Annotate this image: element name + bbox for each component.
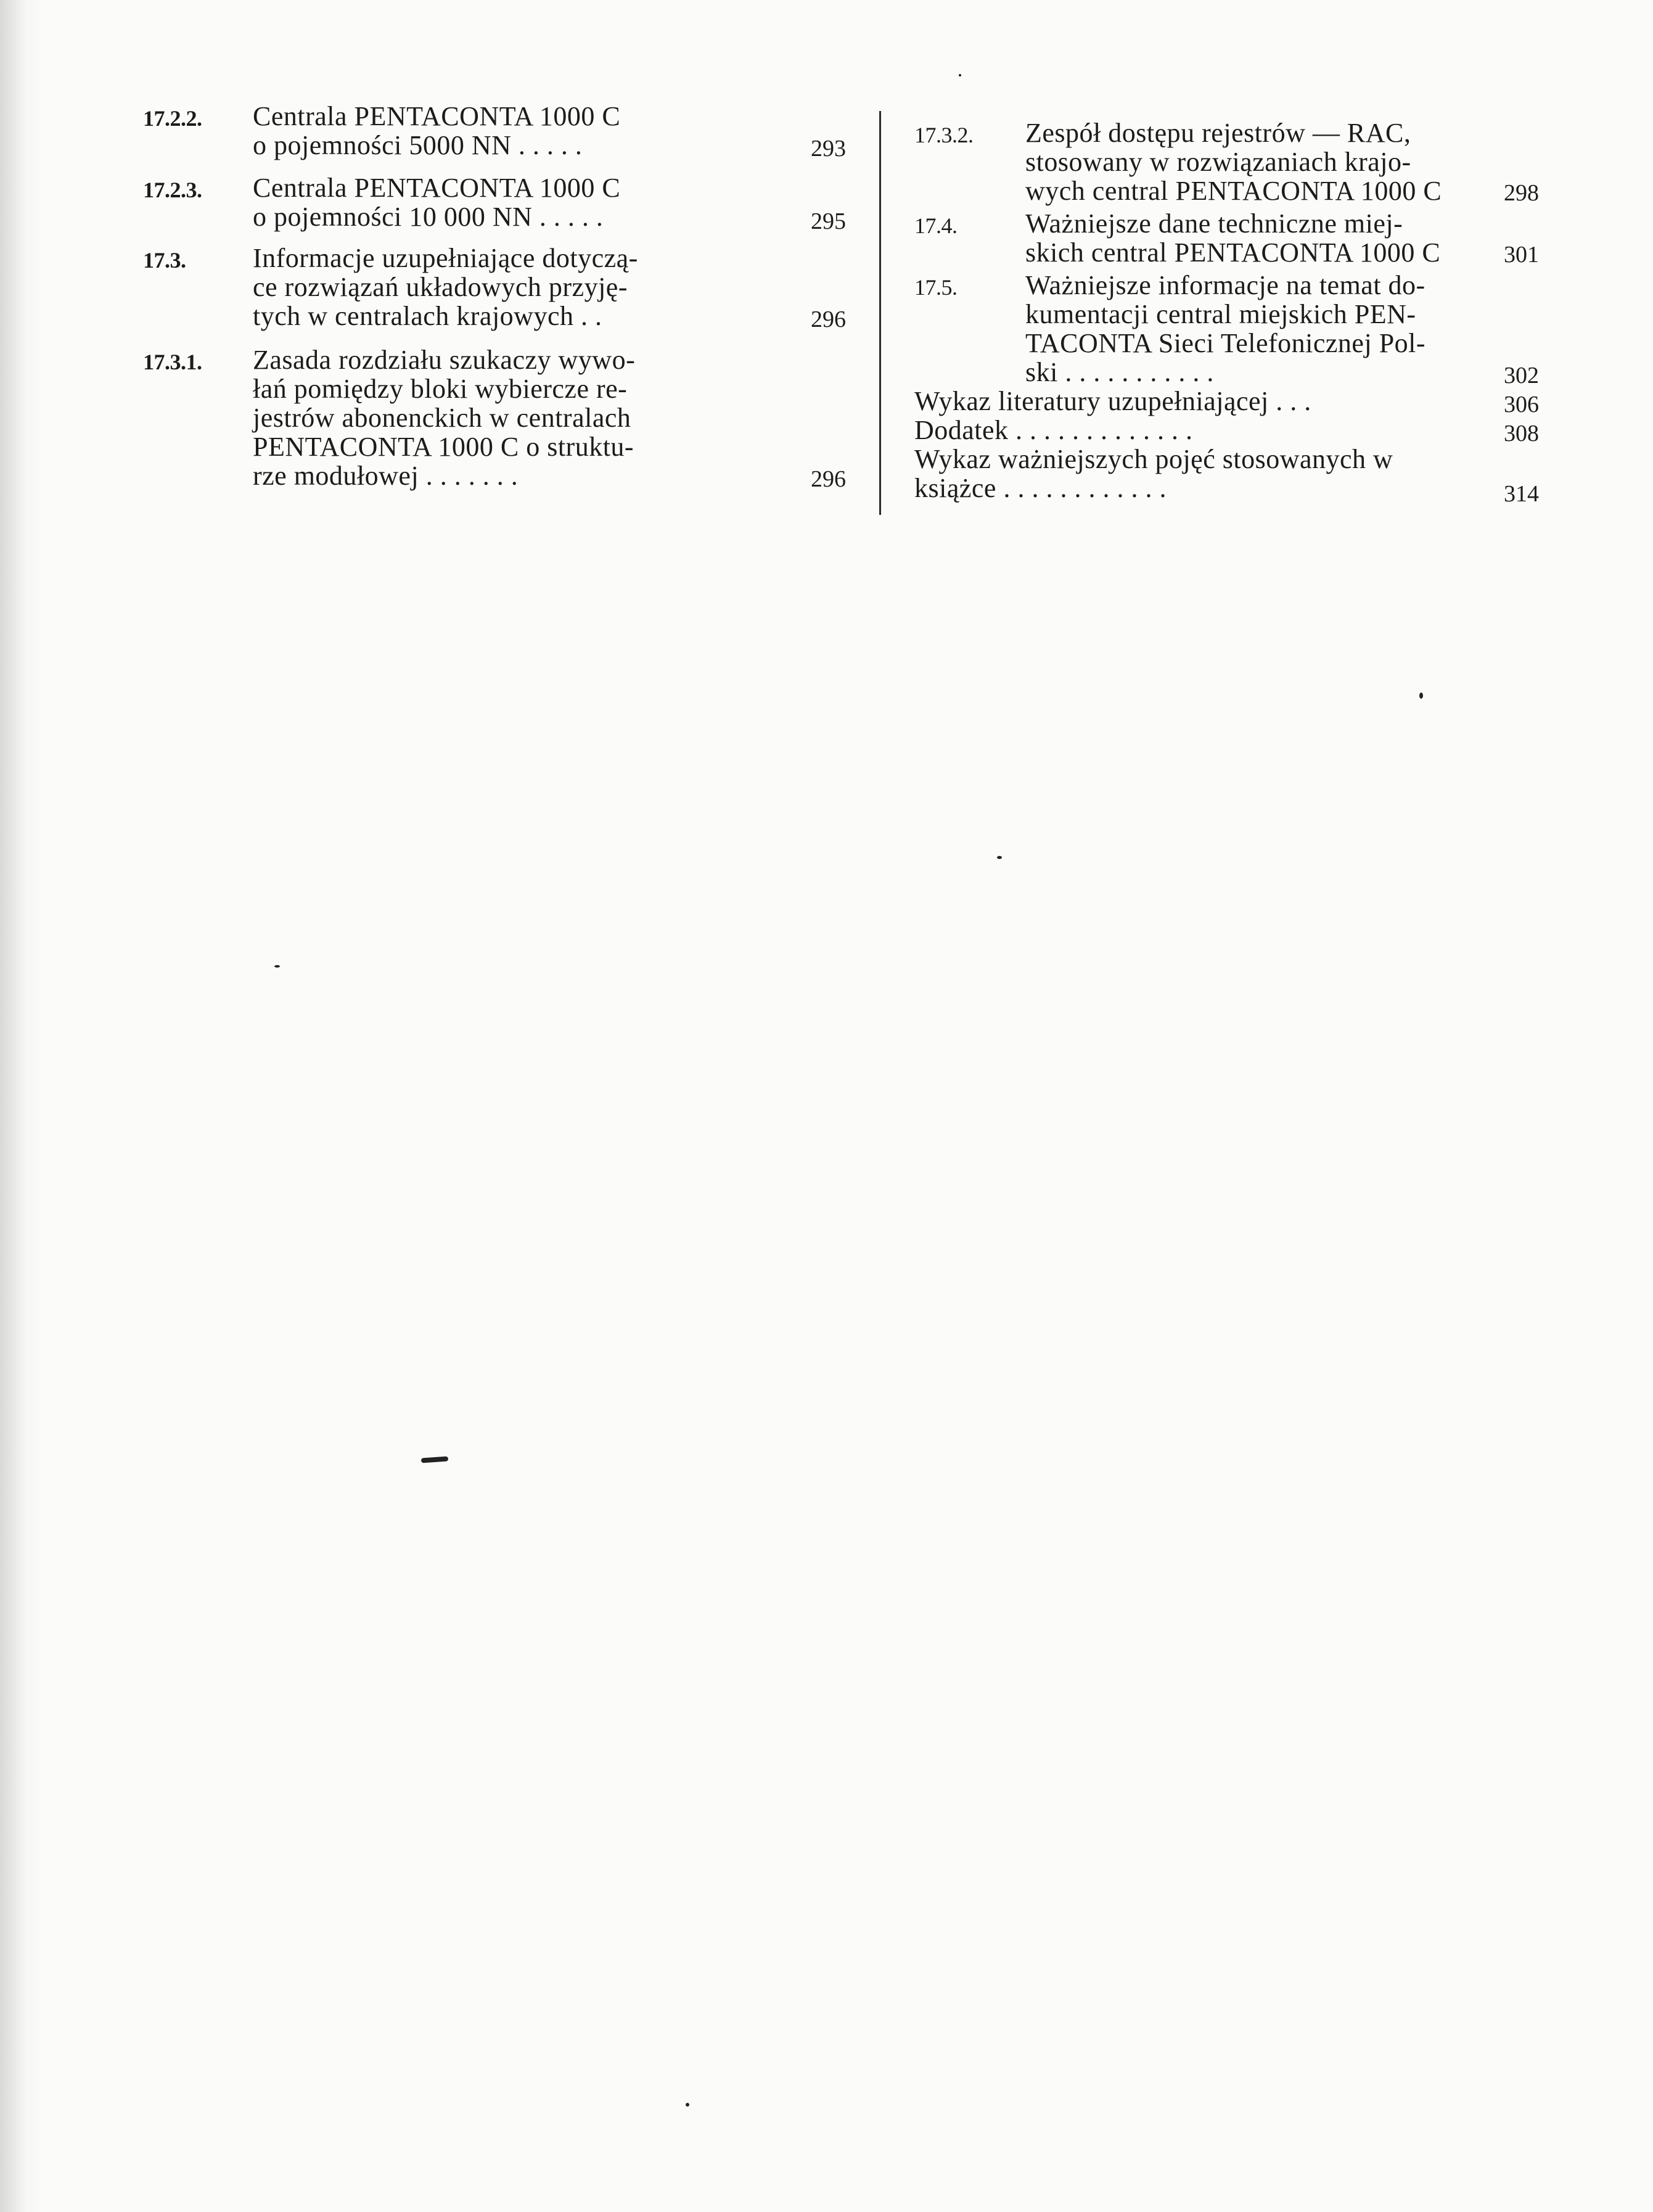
title-line: Centrala PENTACONTA 1000 C bbox=[253, 101, 621, 131]
page-number: 295 bbox=[811, 208, 846, 234]
title-line: Centrala PENTACONTA 1000 C bbox=[253, 173, 621, 203]
toc-entry bbox=[143, 173, 846, 234]
title-line: Wykaz literatury uzupełniającej . . . bbox=[914, 386, 1311, 416]
section-title bbox=[1025, 209, 1479, 267]
section-number: 17.3.2. bbox=[914, 123, 974, 147]
section-number: 17.3. bbox=[143, 248, 186, 273]
title-line: Wykaz ważniejszych pojęć stosowanych w bbox=[914, 444, 1393, 474]
toc-left-column bbox=[143, 102, 846, 499]
page-number: 306 bbox=[1504, 392, 1539, 417]
title-line: skich central PENTACONTA 1000 C bbox=[1025, 237, 1441, 268]
page-number: 308 bbox=[1504, 421, 1539, 446]
scan-speck bbox=[274, 965, 280, 968]
page-number: 296 bbox=[811, 466, 846, 492]
section-title bbox=[253, 345, 729, 490]
title-line: stosowany w rozwiązaniach krajo- bbox=[1025, 147, 1411, 177]
scan-speck bbox=[1419, 693, 1423, 699]
title-line: łań pomiędzy bloki wybiercze re- bbox=[253, 374, 628, 404]
section-number: 17.3.1. bbox=[143, 350, 202, 374]
scan-edge-shadow bbox=[0, 0, 43, 2212]
title-line: tych w centralach krajowych . . bbox=[253, 301, 602, 331]
section-title bbox=[1025, 271, 1479, 387]
page-number: 314 bbox=[1504, 481, 1539, 507]
toc-entry bbox=[914, 118, 1539, 205]
column-divider bbox=[879, 111, 881, 515]
scan-speck bbox=[959, 74, 961, 76]
scan-speck bbox=[997, 856, 1002, 859]
section-number: 17.2.3. bbox=[143, 178, 202, 202]
page-number: 298 bbox=[1504, 180, 1539, 206]
title-line: rze modułowej . . . . . . . bbox=[253, 461, 519, 491]
section-title bbox=[914, 387, 1479, 416]
title-line: Ważniejsze informacje na temat do- bbox=[1025, 270, 1425, 300]
section-number: 17.5. bbox=[914, 275, 958, 300]
title-line: o pojemności 10 000 NN . . . . . bbox=[253, 202, 604, 232]
title-line: książce . . . . . . . . . . . . bbox=[914, 473, 1167, 503]
title-line: Dodatek . . . . . . . . . . . . . bbox=[914, 415, 1193, 445]
section-title bbox=[914, 445, 1479, 503]
toc-entry bbox=[143, 345, 846, 490]
title-line: Ważniejsze dane techniczne miej- bbox=[1025, 208, 1403, 239]
title-line: Zasada rozdziału szukaczy wywo- bbox=[253, 345, 636, 375]
title-line: wych central PENTACONTA 1000 C bbox=[1025, 176, 1442, 206]
title-line: kumentacji central miejskich PEN- bbox=[1025, 299, 1416, 329]
section-title bbox=[1025, 118, 1479, 205]
title-line: o pojemności 5000 NN . . . . . bbox=[253, 130, 583, 160]
toc-entry bbox=[914, 387, 1539, 416]
page-number: 302 bbox=[1504, 363, 1539, 389]
page-number: 301 bbox=[1504, 242, 1539, 268]
section-title bbox=[253, 244, 729, 331]
toc-entry bbox=[914, 416, 1539, 445]
toc-entry bbox=[914, 444, 1539, 507]
toc-entry bbox=[914, 209, 1539, 267]
scan-speck bbox=[686, 2103, 689, 2107]
section-title bbox=[914, 416, 1479, 445]
toc-entry bbox=[143, 244, 846, 331]
title-line: ski . . . . . . . . . . . bbox=[1025, 357, 1214, 387]
title-line: ce rozwiązań układowych przyję- bbox=[253, 272, 628, 302]
section-number: 17.2.2. bbox=[143, 106, 202, 131]
section-title bbox=[253, 102, 729, 160]
page-number: 293 bbox=[811, 136, 846, 162]
title-line: TACONTA Sieci Telefonicznej Pol- bbox=[1025, 328, 1426, 358]
title-line: PENTACONTA 1000 C o struktu- bbox=[253, 432, 634, 462]
scan-speck bbox=[421, 1456, 448, 1463]
section-title bbox=[253, 173, 729, 231]
title-line: Informacje uzupełniające dotyczą- bbox=[253, 243, 638, 273]
toc-right-column bbox=[914, 118, 1539, 507]
toc-entry bbox=[914, 271, 1539, 387]
toc-entry bbox=[143, 102, 846, 160]
section-number: 17.4. bbox=[914, 213, 958, 238]
title-line: jestrów abonenckich w centralach bbox=[253, 403, 631, 433]
title-line: Zespół dostępu rejestrów — RAC, bbox=[1025, 118, 1411, 148]
page-number: 296 bbox=[811, 306, 846, 332]
